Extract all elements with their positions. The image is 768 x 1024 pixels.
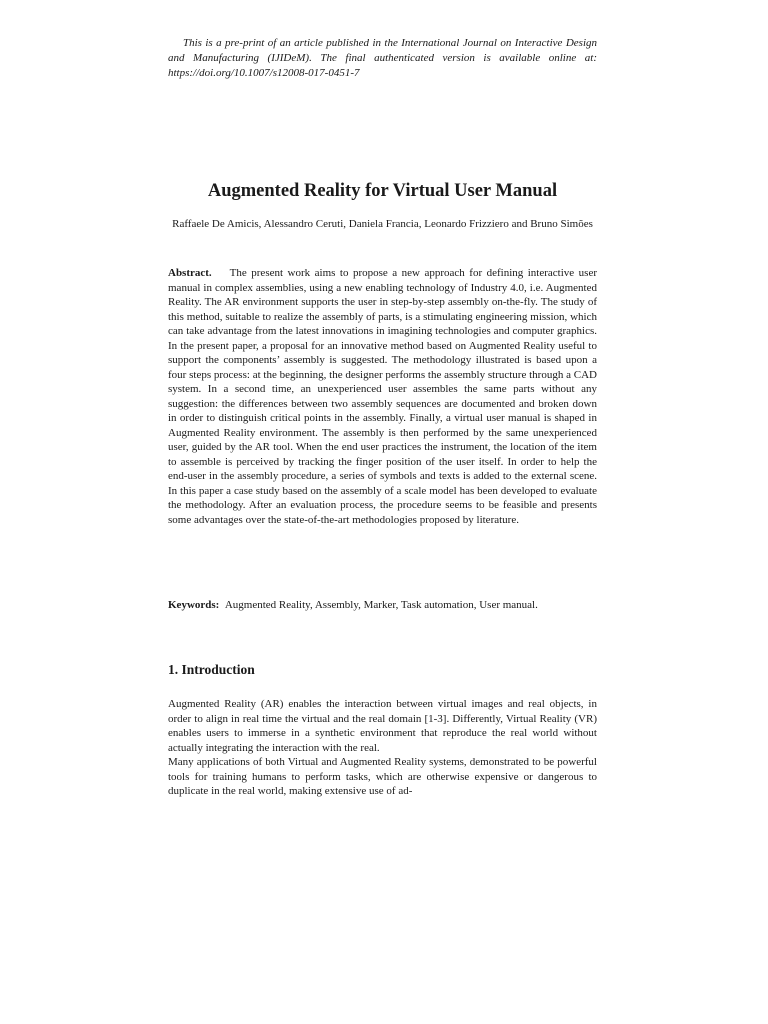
introduction-paragraph: Many applications of both Virtual and Augmented Reality systems, demonstrated to be powerful tools for training humans to perform tasks, which are otherwise expensive or dangerous to duplicate in the real world, making extensive use of ad-: [168, 756, 597, 797]
paper-title: Augmented Reality for Virtual User Manual: [207, 181, 558, 201]
author-list: Raffaele De Amicis, Alessandro Ceruti, Daniela Francia, Leonardo Frizziero and Bruno Simões: [172, 218, 593, 230]
section-heading-introduction: 1. Introduction: [168, 662, 255, 677]
keywords-block: [168, 598, 597, 613]
introduction-paragraph: Augmented Reality (AR) enables the interaction between virtual images and real objects, in order to align in real time the virtual and the real domain [1-3]. Differently, Virtual Reality (VR) enables users to immerse in a synthetic environment that reproduce the real world without actually integrating the interaction with the real.: [168, 698, 597, 754]
preprint-note: This is a pre-print of an article published in the International Journal on Interactive Design and Manufacturing (IJIDeM). The final authenticated version is available online at: https://doi.org/10.1007/s12008-017-0451-7: [168, 37, 597, 79]
introduction-body: [168, 697, 597, 799]
keywords-label: Keywords:: [168, 599, 220, 611]
keywords-text: Augmented Reality, Assembly, Marker, Task automation, User manual.: [224, 599, 538, 611]
abstract-text: The present work aims to propose a new approach for defining interactive user manual in complex assemblies, using a new enabling technology of Industry 4.0, i.e. Augmented Reality. The AR environment supports the user in step-by-step assembly on-the-fly. The study of this method, suitable to realize the assembly of parts, is a stimulating engineering mission, which can take advantage from the latest innovations in imagining technologies and computer graphics. In the present paper, a proposal for an innovative method based on Augmented Reality useful to support the components’ assembly is suggested. The methodology illustrated is based upon a four steps process: at the beginning, the designer performs the assembly structure through a CAD system. In a second time, an unexperienced user assembles the same parts without any suggestion: the differences between two assembly sequences are documented and broken down in order to distinguish critical points in the assembly. Finally, a virtual user manual is shaped in Augmented Reality environment. The assembly is then performed by the same unexperienced user, guided by the AR tool. When the end user practices the instrument, the location of the item to assemble is perceived by tracking the finger position of the user itself. In order to help the end-user in the assembly procedure, a series of symbols and texts is added to the external scene. In this paper a case study based on the assembly of a scale model has been developed to evaluate the methodology. After an evaluation process, the procedure seems to be feasible and presents some advantages over the state-of-the-art methodologies proposed by literature.: [168, 267, 597, 526]
abstract-label: Abstract.: [168, 267, 212, 279]
abstract-block: [168, 266, 597, 527]
